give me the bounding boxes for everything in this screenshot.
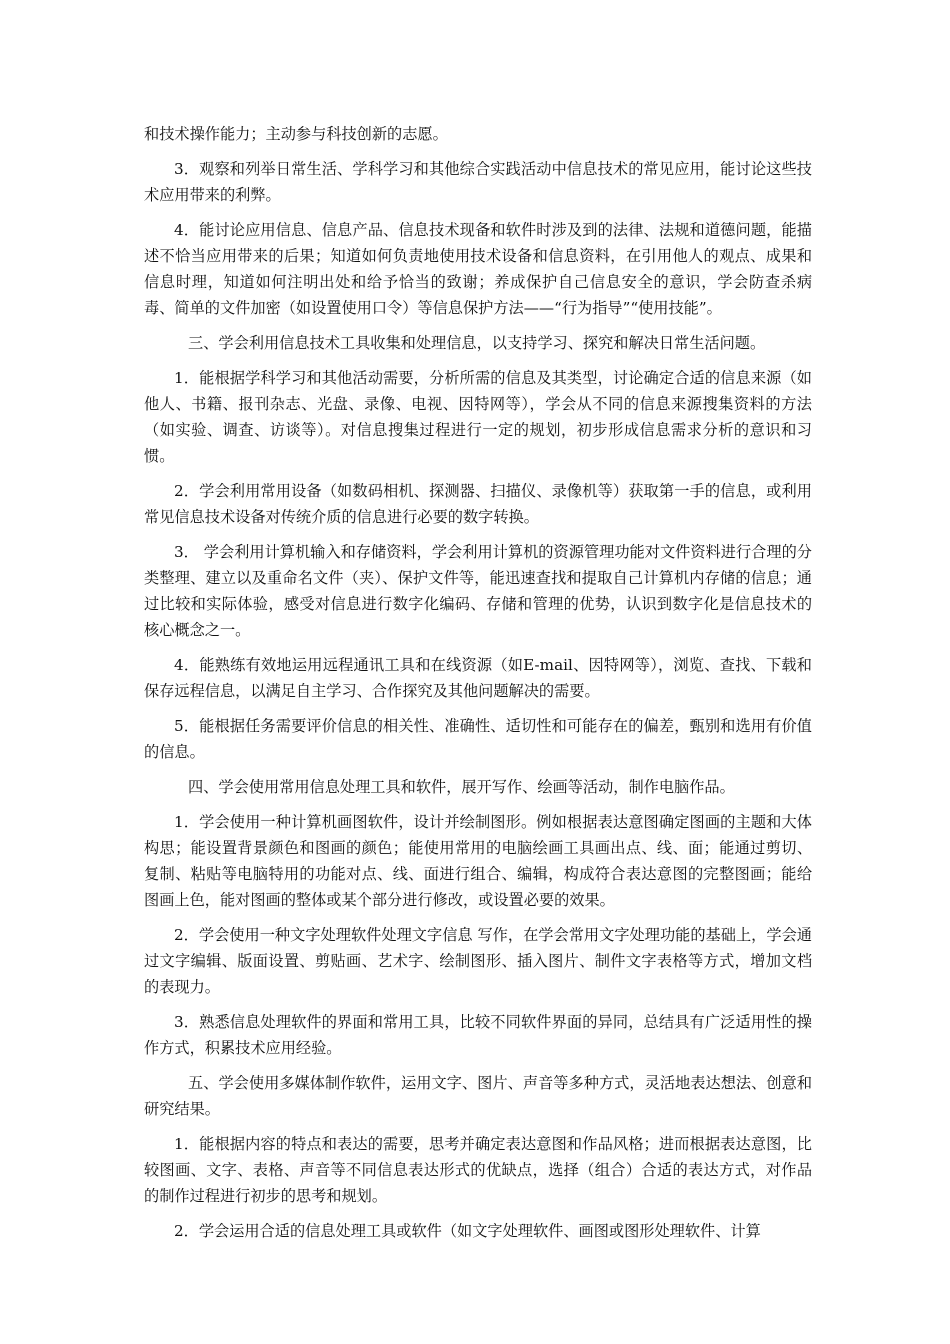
section-heading-3: 三、学会利用信息技术工具收集和处理信息，以支持学习、探究和解决日常生活问题。 [188, 334, 766, 352]
section-heading-5: 五、学会使用多媒体制作软件，运用文字、图片、声音等多种方式，灵活地表达想法、创意和研究结果。 [144, 1074, 812, 1118]
paragraph-item-5: 5．能根据任务需要评价信息的相关性、准确性、适切性和可能存在的偏差，甄别和选用有价值的信息。 [144, 717, 812, 761]
paragraph-item-1: 1．能根据内容的特点和表达的需要，思考并确定表达意图和作品风格；进而根据表达意图，比较图画、文字、表格、声音等不同信息表达形式的优缺点，选择（组合）合适的表达方式，对作品的制作过程进行初步的思考和规划。 [144, 1135, 812, 1205]
document-body [144, 121, 812, 1253]
paragraph-item-3: 3．熟悉信息处理软件的界面和常用工具，比较不同软件界面的异同，总结具有广泛适用性的操作方式，积累技术应用经验。 [144, 1013, 812, 1057]
paragraph-item-1: 1．能根据学科学习和其他活动需要，分析所需的信息及其类型，讨论确定合适的信息来源（如他人、书籍、报刊杂志、光盘、录像、电视、因特网等），学会从不同的信息来源搜集资料的方法（如实验、调查、访谈等）。对信息搜集过程进行一定的规划，初步形成信息需求分析的意识和习惯。 [144, 369, 812, 465]
paragraph-item-2: 2．学会利用常用设备（如数码相机、探测器、扫描仪、录像机等）获取第一手的信息，或利用常见信息技术设备对传统介质的信息进行必要的数字转换。 [144, 482, 812, 526]
section-heading-4: 四、学会使用常用信息处理工具和软件，展开写作、绘画等活动，制作电脑作品。 [188, 778, 735, 796]
paragraph-item-1: 1．学会使用一种计算机画图软件，设计并绘制图形。例如根据表达意图确定图画的主题和大体构思；能设置背景颜色和图画的颜色；能使用常用的电脑绘画工具画出点、线、面；能通过剪切、复制、粘贴等电脑特用的功能对点、线、面进行组合、编辑，构成符合表达意图的完整图画；能给图画上色，能对图画的整体或某个部分进行修改，或设置必要的效果。 [144, 813, 812, 909]
paragraph-item-4: 4．能讨论应用信息、信息产品、信息技术现备和软件时涉及到的法律、法规和道德问题，能描述不恰当应用带来的后果；知道如何负责地使用技术设备和信息资料，在引用他人的观点、成果和信息时理，知道如何注明出处和给予恰当的致谢；养成保护自己信息安全的意识，学会防查杀病毒、简单的文件加密（如设置使用口令）等信息保护方法——“行为指导”“使用技能”。 [144, 221, 812, 317]
paragraph-item-2: 2．学会使用一种文字处理软件处理文字信息 写作，在学会常用文字处理功能的基础上，学会通过文字编辑、版面设置、剪贴画、艺术字、绘制图形、插入图片、制件文字表格等方式，增加文档的表现力。 [144, 926, 812, 996]
paragraph-item-2: 2．学会运用合适的信息处理工具或软件（如文字处理软件、画图或图形处理软件、计算 [174, 1222, 761, 1240]
paragraph-continuation: 和技术操作能力；主动参与科技创新的志愿。 [144, 125, 448, 143]
paragraph-item-3: 3．观察和列举日常生活、学科学习和其他综合实践活动中信息技术的常见应用，能讨论这些技术应用带来的利弊。 [144, 160, 812, 204]
paragraph-item-4: 4．能熟练有效地运用远程通讯工具和在线资源（如E-mail、因特网等），浏览、查找、下载和保存远程信息，以满足自主学习、合作探究及其他问题解决的需要。 [144, 656, 812, 700]
paragraph-item-3: 3． 学会利用计算机输入和存储资料，学会利用计算机的资源管理功能对文件资料进行合理的分类整理、建立以及重命名文件（夹）、保护文件等，能迅速查找和提取自己计算机内存储的信息；通过比较和实际体验，感受对信息进行数字化编码、存储和管理的优势，认识到数字化是信息技术的核心概念之一。 [144, 543, 812, 639]
